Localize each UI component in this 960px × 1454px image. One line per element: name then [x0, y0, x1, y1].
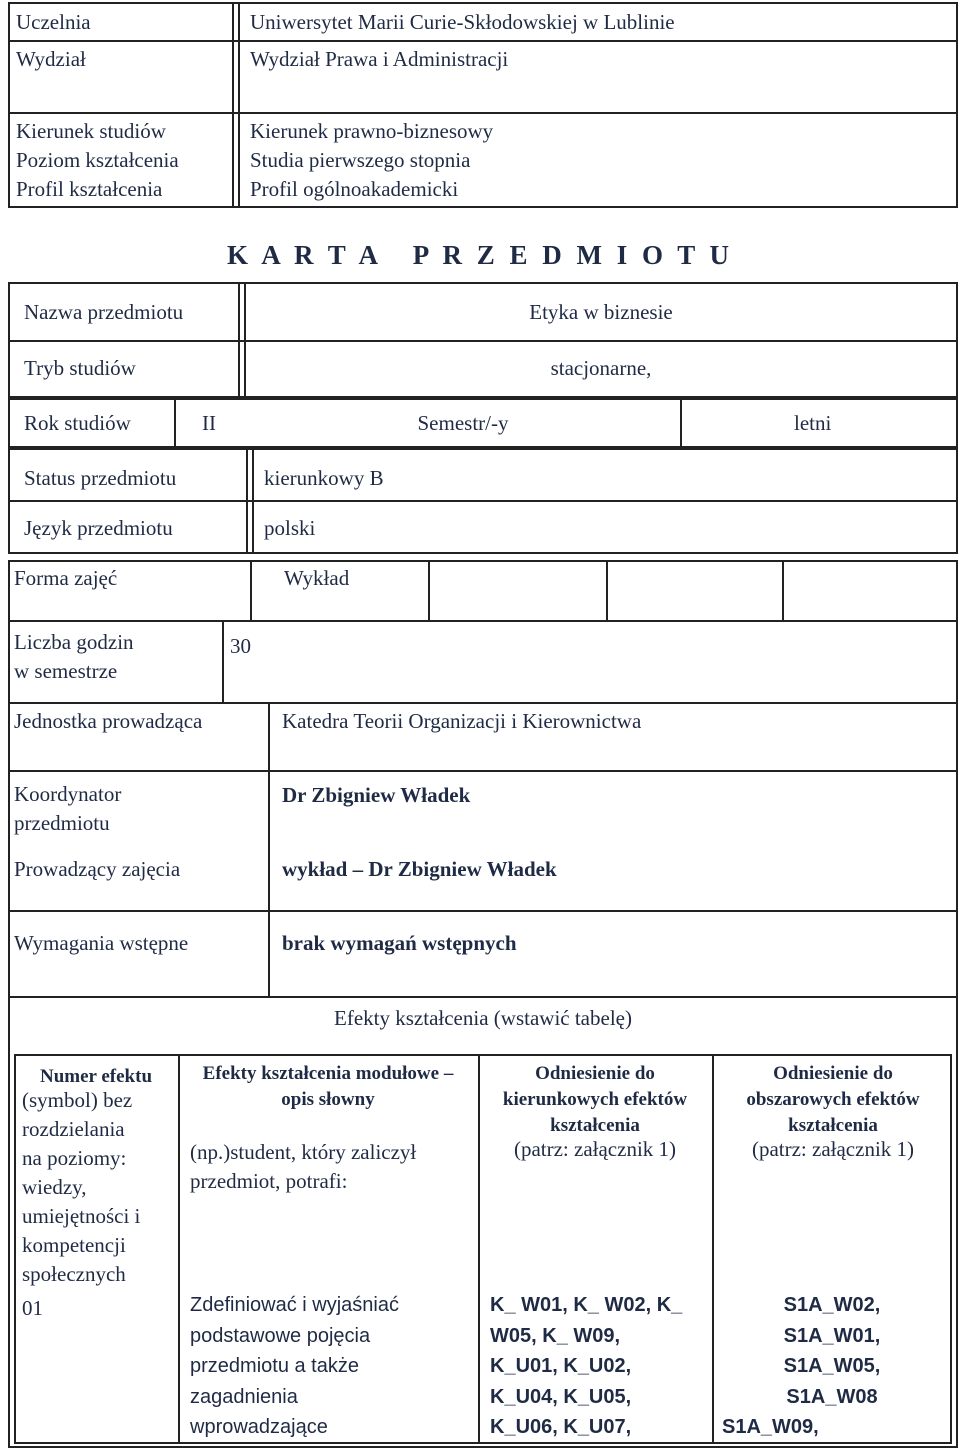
faculty-value: Wydział Prawa i Administracji — [250, 47, 509, 71]
university-value: Uniwersytet Marii Curie-Skłodowskiej w Lublinie — [250, 10, 675, 34]
outcome-description: Zdefiniować i wyjaśniać podstawowe pojęcia przedmiotu a także zagadnienia wprowadzające — [190, 1294, 399, 1438]
language-label: Język przedmiotu — [24, 516, 173, 540]
course-name-label: Nazwa przedmiotu — [24, 300, 184, 324]
status-value: kierunkowy B — [264, 466, 384, 490]
semester-value: letni — [794, 411, 832, 435]
outcome-area-refs: S1A_W02, S1A_W01, S1A_W05, S1A_W08 S1A_W09, — [722, 1294, 881, 1438]
requirements-value: brak wymagań wstępnych — [282, 931, 517, 955]
outcome-direction-refs: K_ W01, K_ W02, K_ W05, K_ W09, K_U01, K_U02, K_U04, K_U05, K_U06, K_U07, — [490, 1294, 683, 1438]
coordinator-value: Dr Zbigniew Władek — [282, 783, 471, 807]
hours-label: Liczba godzin w semestrze — [14, 630, 134, 683]
field-of-study-value: Kierunek prawno-biznesowy — [250, 119, 494, 143]
requirements-label: Wymagania wstępne — [14, 931, 189, 955]
semester-label: Semestr/-y — [417, 411, 509, 435]
status-label: Status przedmiotu — [24, 466, 177, 490]
teacher-value: wykład – Dr Zbigniew Władek — [282, 857, 557, 881]
program-labels — [16, 117, 179, 204]
col-direction-sub: (patrz: załącznik 1) — [513, 1137, 677, 1161]
teacher-label: Prowadzący zajęcia — [14, 857, 181, 881]
col-area-head: Odniesienie do obszarowych efektów kształcenia — [746, 1063, 920, 1136]
hours-row — [8, 620, 958, 704]
study-mode-value: stacjonarne, — [550, 356, 652, 380]
language-value: polski — [264, 516, 316, 540]
col-description-sub: (np.)student, który zaliczył przedmiot, potrafi: — [190, 1140, 417, 1193]
col-area-sub: (patrz: załącznik 1) — [751, 1137, 915, 1161]
program-values — [250, 117, 493, 204]
year-label: Rok studiów — [24, 411, 131, 435]
unit-label: Jednostka prowadząca — [14, 709, 203, 733]
year-value: II — [202, 411, 216, 435]
study-mode-label: Tryb studiów — [24, 356, 136, 380]
class-form-value: Wykład — [284, 566, 350, 590]
outcome-number: 01 — [22, 1296, 43, 1320]
hours-value: 30 — [230, 634, 251, 658]
outcomes-title: Efekty kształcenia (wstawić tabelę) — [334, 1006, 632, 1030]
coordinator-label: Koordynator przedmiotu — [14, 782, 122, 835]
col-description-head: Efekty kształcenia modułowe – opis słowny — [202, 1063, 454, 1110]
class-form-label: Forma zajęć — [14, 566, 118, 590]
col-number-head: Numer efektu — [39, 1066, 153, 1087]
class-form-row — [8, 560, 958, 622]
unit-value: Katedra Teorii Organizacji i Kierownictwa — [282, 709, 642, 733]
faculty-label: Wydział — [16, 47, 86, 71]
card-title: K A R T A P R Z E D M I O T U — [226, 240, 734, 270]
profile-value: Profil ogólnoakademicki — [250, 177, 459, 201]
level-label: Poziom kształcenia — [16, 148, 179, 172]
col-direction-head: Odniesienie do kierunkowych efektów kształcenia — [502, 1063, 688, 1136]
col-number-sub: (symbol) bez rozdzielania na poziomy: wiedzy, umiejętności i kompetencji społecznych — [22, 1088, 141, 1286]
field-of-study-label: Kierunek studiów — [16, 119, 166, 143]
profile-label: Profil kształcenia — [16, 177, 163, 201]
university-label: Uczelnia — [16, 10, 91, 34]
level-value: Studia pierwszego stopnia — [250, 148, 471, 172]
course-name-value: Etyka w biznesie — [529, 300, 673, 324]
